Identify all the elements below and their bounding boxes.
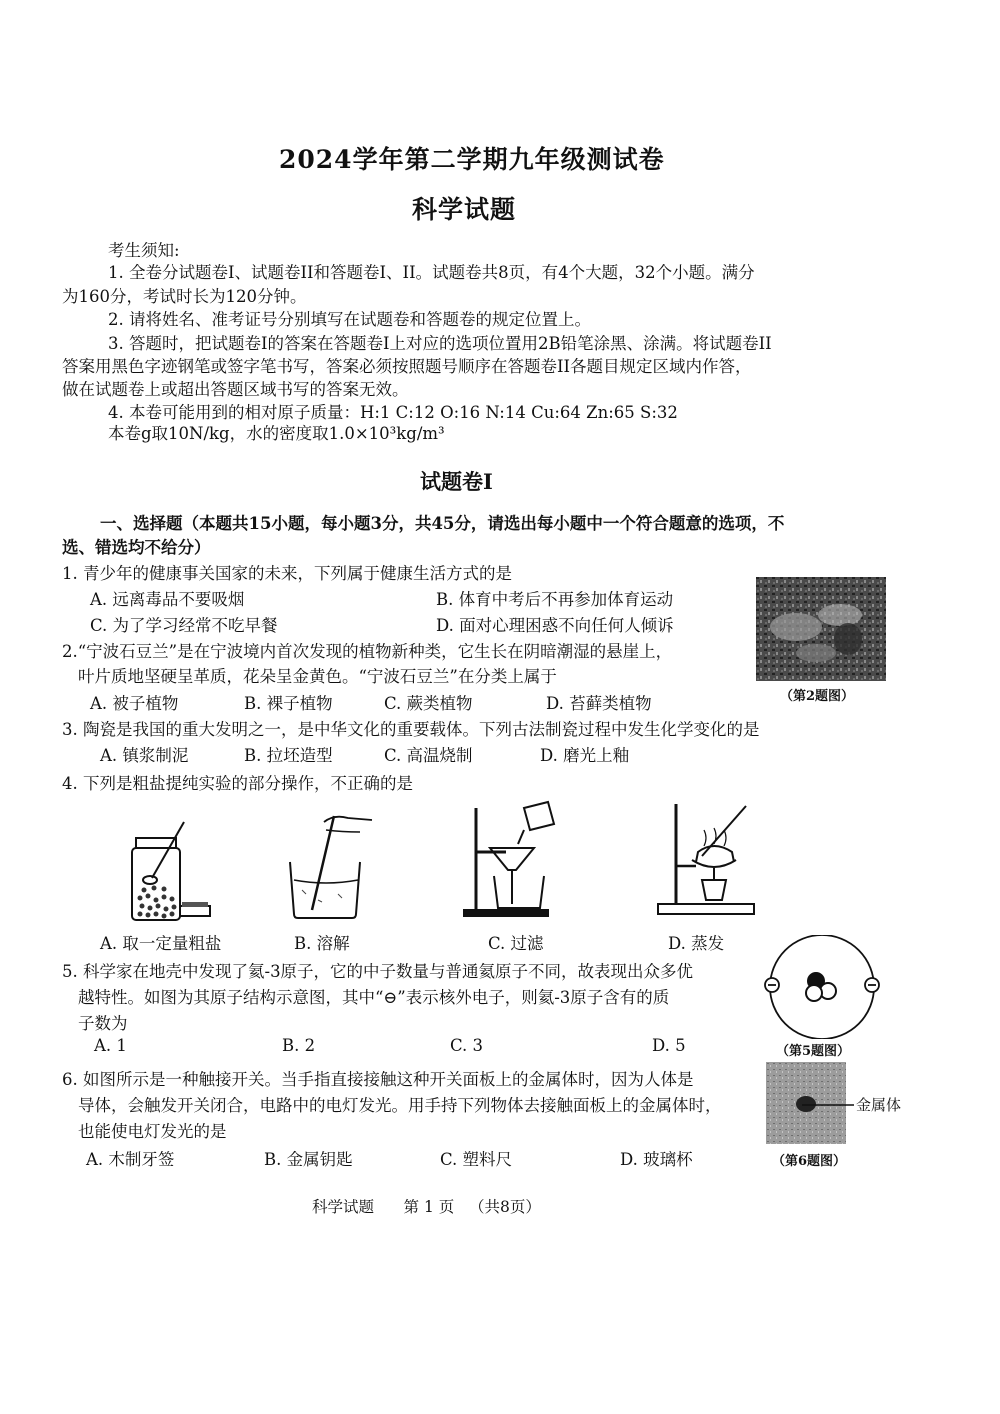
q2-option-a: A. 被子植物: [90, 694, 179, 713]
q5-option-d: D. 5: [652, 1036, 686, 1055]
notice-item-4: 4. 本卷可能用到的相对原子质量：H:1 C:12 O:16 N:14 Cu:64 Zn:65 S:32: [108, 403, 678, 422]
page-footer: 科学试题 第 1 页 （共8页）: [312, 1198, 541, 1216]
metal-body-label: 金属体: [856, 1096, 902, 1114]
q6-figure-caption: （第6题图）: [772, 1154, 847, 1169]
q4-stem: 4. 下列是粗盐提纯实验的部分操作，不正确的是: [62, 774, 413, 793]
notice-item-3-cont: 答案用黑色字迹钢笔或签字笔书写，答案必须按照题号顺序在答题卷II各题目规定区域内作答，: [62, 357, 752, 376]
q3-option-b: B. 拉坯造型: [244, 746, 333, 765]
q6-stem-cont2: 也能使电灯发光的是: [78, 1122, 227, 1141]
q2-option-d: D. 苔藓类植物: [546, 694, 652, 713]
q1-option-d: D. 面对心理困惑不向任何人倾诉: [436, 616, 674, 635]
notice-item-2: 2. 请将姓名、准考证号分别填写在试题卷和答题卷的规定位置上。: [108, 310, 591, 329]
atom-structure-diagram: [758, 935, 888, 1039]
page-title: 2024学年第二学期九年级测试卷: [279, 145, 665, 174]
q1-option-c: C. 为了学习经常不吃早餐: [90, 616, 278, 635]
notice-heading: 考生须知:: [108, 241, 180, 260]
filtration-illustration: [458, 800, 568, 920]
section-instructions-cont: 选、错选均不给分）: [62, 538, 211, 557]
section-title: 试题卷I: [420, 469, 493, 494]
q4-option-c: C. 过滤: [488, 934, 544, 953]
q2-option-b: B. 裸子植物: [244, 694, 333, 713]
evaporation-illustration: [652, 800, 764, 922]
q3-option-a: A. 镇浆制泥: [100, 746, 189, 765]
q1-option-a: A. 远离毒品不要吸烟: [90, 590, 245, 609]
q1-option-b: B. 体育中考后不再参加体育运动: [436, 590, 674, 609]
q2-stem-cont: 叶片质地坚硬呈革质，花朵呈金黄色。“宁波石豆兰”在分类上属于: [78, 667, 557, 686]
q5-stem-cont2: 子数为: [78, 1014, 128, 1033]
q6-stem: 6. 如图所示是一种触接开关。当手指直接接触这种开关面板上的金属体时，因为人体是: [62, 1070, 694, 1089]
notice-item-1-cont: 为160分，考试时长为120分钟。: [62, 287, 307, 306]
salt-jar-illustration: [118, 818, 228, 924]
q4-option-b: B. 溶解: [294, 934, 350, 953]
q5-figure-caption: （第5题图）: [776, 1044, 851, 1059]
q5-option-a: A. 1: [94, 1036, 127, 1055]
q2-stem: 2.“宁波石豆兰”是在宁波境内首次发现的植物新种类，它生长在阴暗潮湿的悬崖上，: [62, 642, 673, 661]
q6-stem-cont: 导体，会触发开关闭合，电路中的电灯发光。用手持下列物体去接触面板上的金属体时，: [78, 1096, 722, 1115]
q1-stem: 1. 青少年的健康事关国家的未来，下列属于健康生活方式的是: [62, 564, 512, 583]
q4-option-a: A. 取一定量粗盐: [100, 934, 222, 953]
q6-option-c: C. 塑料尺: [440, 1150, 513, 1169]
notice-item-3-cont2: 做在试题卷上或超出答题区域书写的答案无效。: [62, 380, 409, 399]
q2-option-c: C. 蕨类植物: [384, 694, 473, 713]
notice-item-1: 1. 全卷分试题卷I、试题卷II和答题卷I、II。试题卷共8页，有4个大题，32个小题。满分: [108, 263, 755, 282]
q5-option-c: C. 3: [450, 1036, 484, 1055]
notice-item-5: 本卷g取10N/kg，水的密度取1.0×10³kg/m³: [108, 424, 445, 443]
q6-option-d: D. 玻璃杯: [620, 1150, 693, 1169]
dissolving-illustration: [282, 810, 378, 922]
notice-item-3: 3. 答题时，把试题卷I的答案在答题卷I上对应的选项位置用2B铅笔涂黑、涂满。将试题卷II: [108, 334, 772, 353]
plant-photo: [756, 577, 886, 681]
q4-option-d: D. 蒸发: [668, 934, 725, 953]
q2-figure-caption: （第2题图）: [780, 689, 855, 704]
q3-option-c: C. 高温烧制: [384, 746, 473, 765]
q6-option-a: A. 木制牙签: [86, 1150, 175, 1169]
q6-option-b: B. 金属钥匙: [264, 1150, 353, 1169]
metal-body-leader-line: [800, 1100, 856, 1110]
page-subtitle: 科学试题: [412, 195, 517, 224]
q5-stem-cont: 越特性。如图为其原子结构示意图，其中“⊖”表示核外电子，则氦-3原子含有的质: [78, 988, 670, 1007]
q5-stem: 5. 科学家在地壳中发现了氦-3原子，它的中子数量与普通氦原子不同，故表现出众多优: [62, 962, 694, 981]
q3-option-d: D. 磨光上釉: [540, 746, 630, 765]
section-instructions: 一、选择题（本题共15小题，每小题3分，共45分，请选出每小题中一个符合题意的选项，不: [100, 514, 785, 533]
q3-stem: 3. 陶瓷是我国的重大发明之一，是中华文化的重要载体。下列古法制瓷过程中发生化学变化的是: [62, 720, 760, 739]
q5-option-b: B. 2: [282, 1036, 316, 1055]
